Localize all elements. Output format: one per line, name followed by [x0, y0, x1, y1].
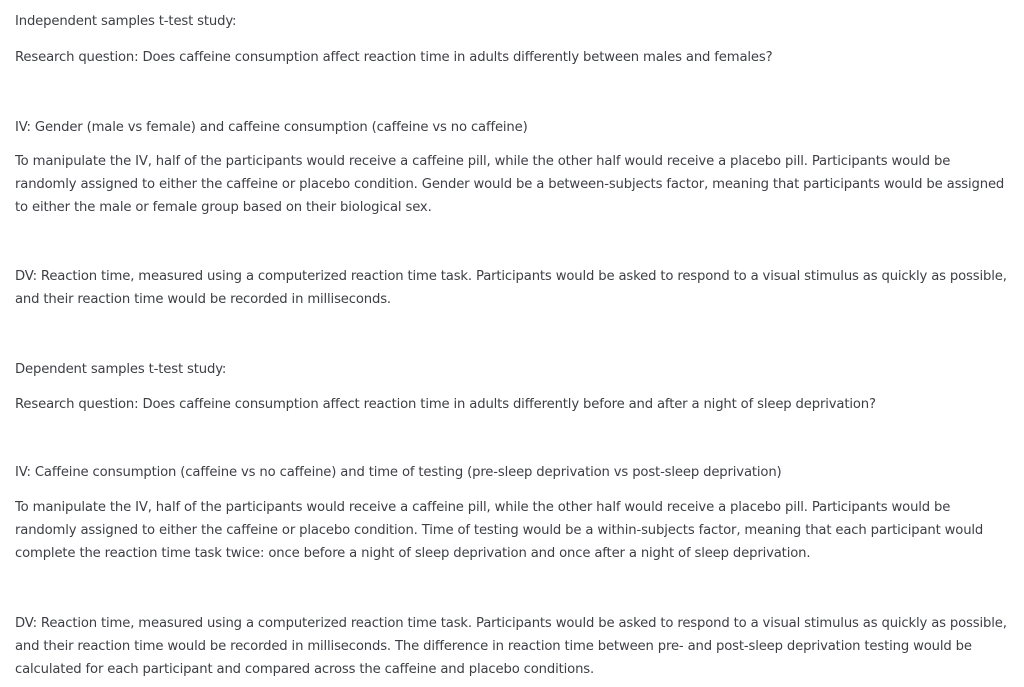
dependent-iv: IV: Caffeine consumption (caffeine vs no caffeine) and time of testing (pre-sleep deprivation vs post-sleep deprivation) — [15, 465, 782, 480]
independent-iv: IV: Gender (male vs female) and caffeine consumption (caffeine vs no caffeine) — [15, 120, 528, 135]
dependent-study-title: Dependent samples t-test study: — [15, 362, 227, 377]
dependent-research-question: Research question: Does caffeine consumption affect reaction time in adults differently before and after a night of sleep deprivation? — [15, 397, 876, 412]
independent-study-title: Independent samples t-test study: — [15, 14, 237, 29]
independent-research-question: Research question: Does caffeine consumption affect reaction time in adults differently between males and females? — [15, 50, 773, 65]
independent-dv: DV: Reaction time, measured using a computerized reaction time task. Participants would be asked to respond to a visual stimulus as quickly as possible, and their reaction time would be recorded in milliseconds. — [15, 269, 1007, 307]
dependent-dv: DV: Reaction time, measured using a computerized reaction time task. Participants would be asked to respond to a visual stimulus as quickly as possible, and their reaction time would be recorded in milliseconds. The difference in reaction time between pre- and post-sleep deprivation testing would be calculated for each participant and compared across the caffeine and placebo conditions. — [15, 616, 1007, 677]
dependent-manipulation: To manipulate the IV, half of the participants would receive a caffeine pill, while the other half would receive a placebo pill. Participants would be randomly assigned to either the caffeine or placebo condition. Time of testing would be a within-subjects factor, meaning that each participant would complete the reaction time task twice: once before a night of sleep deprivation and once after a night of sleep deprivation. — [15, 500, 984, 561]
independent-manipulation: To manipulate the IV, half of the participants would receive a caffeine pill, while the other half would receive a placebo pill. Participants would be randomly assigned to either the caffeine or placebo condition. Gender would be a between-subjects factor, meaning that participants would be assigned to either the male or female group based on their biological sex. — [15, 154, 1005, 215]
